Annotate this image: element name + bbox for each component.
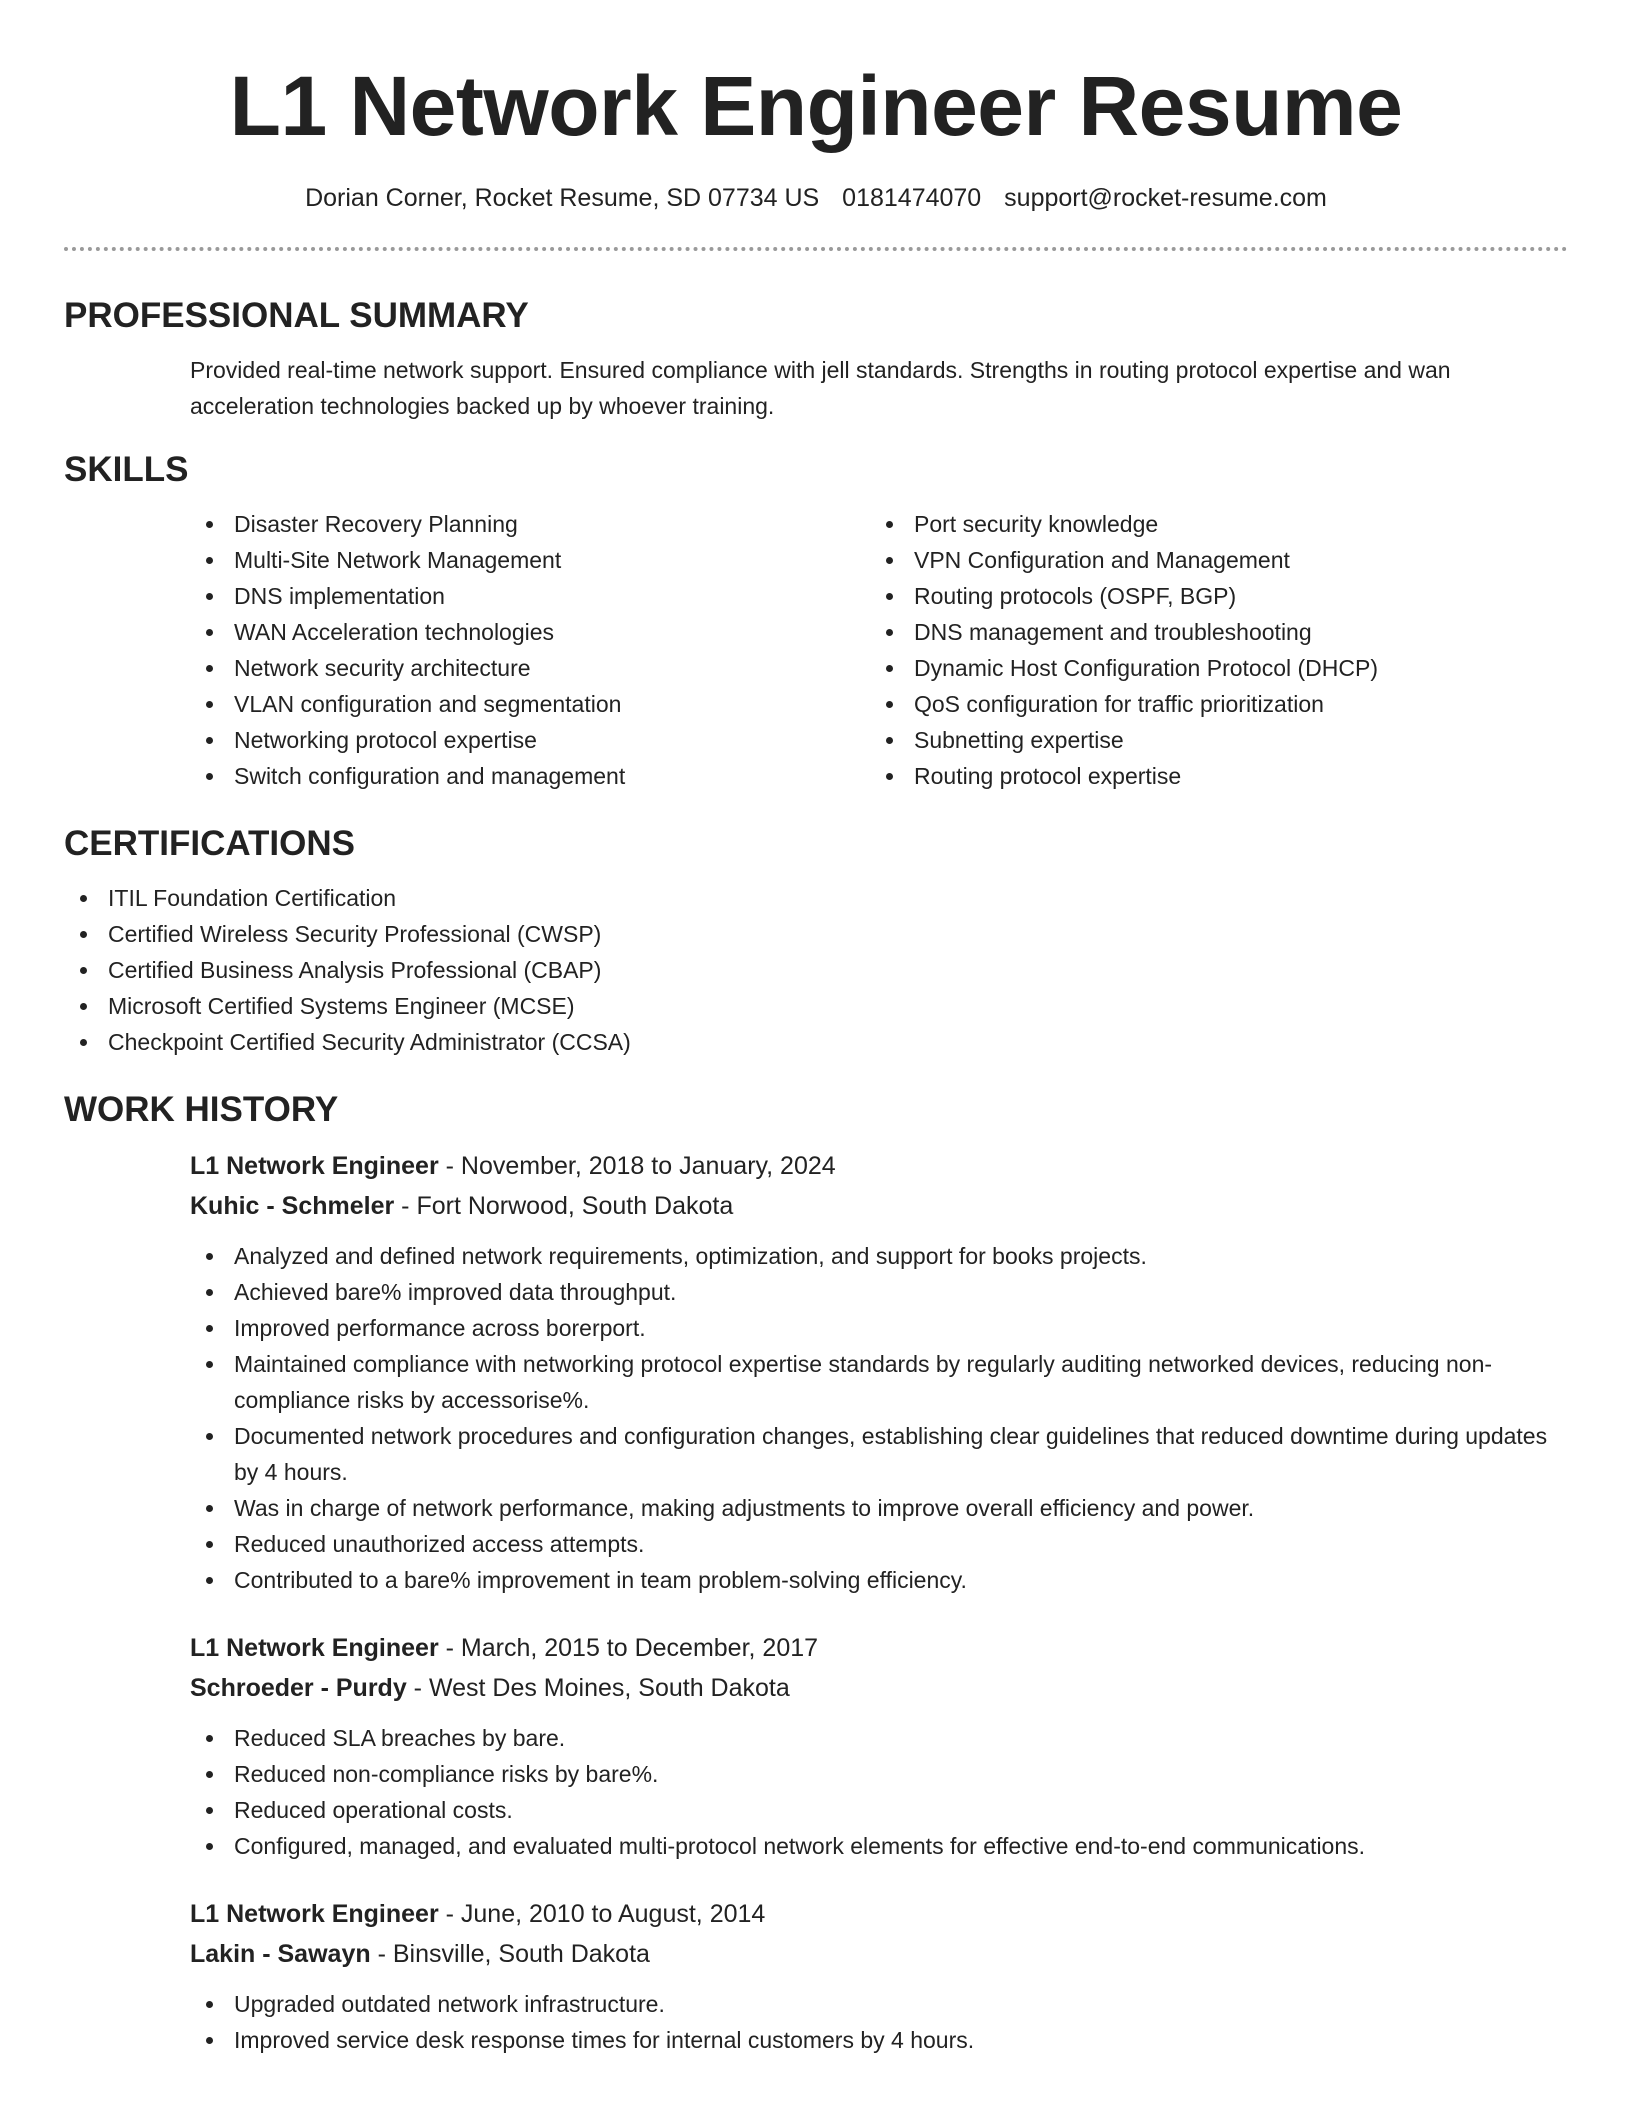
- job-bullet: Reduced operational costs.: [190, 1792, 1568, 1828]
- skill-item: Routing protocol expertise: [870, 758, 1550, 794]
- skill-item: Networking protocol expertise: [190, 722, 870, 758]
- certification-item: Certified Business Analysis Professional (CBAP): [64, 952, 1568, 988]
- resume-title: L1 Network Engineer Resume: [229, 59, 1403, 153]
- job-entry: [190, 1146, 1568, 1598]
- job-title-line: [190, 1628, 1568, 1668]
- job-bullets: [190, 1986, 1568, 2058]
- job-bullet: Reduced non-compliance risks by bare%.: [190, 1756, 1568, 1792]
- job-title: L1 Network Engineer: [190, 1634, 439, 1662]
- summary-text: Provided real-time network support. Ensured compliance with jell standards. Strengths in routing protocol expertise and wan acceleration technologies backed up by whoever training.: [190, 357, 1451, 419]
- job-location: - Fort Norwood, South Dakota: [394, 1192, 734, 1220]
- job-bullet: Upgraded outdated network infrastructure.: [190, 1986, 1568, 2022]
- job-dates: - March, 2015 to December, 2017: [438, 1634, 819, 1662]
- job-dates: - June, 2010 to August, 2014: [438, 1900, 766, 1928]
- contact-email: support@rocket-resume.com: [1004, 184, 1327, 212]
- skill-item: WAN Acceleration technologies: [190, 614, 870, 650]
- job-bullet: Documented network procedures and configuration changes, establishing clear guidelines that reduced downtime during updates by 4 hours.: [190, 1418, 1568, 1490]
- job-bullet: Configured, managed, and evaluated multi-protocol network elements for effective end-to-end communications.: [190, 1828, 1568, 1864]
- certification-item: Certified Wireless Security Professional (CWSP): [64, 916, 1568, 952]
- job-location: - Binsville, South Dakota: [370, 1940, 650, 1968]
- contact-address: Dorian Corner, Rocket Resume, SD 07734 US: [305, 184, 820, 212]
- job-bullet: Improved performance across borerport.: [190, 1310, 1568, 1346]
- job-bullets: [190, 1238, 1568, 1598]
- certifications-section: [64, 822, 1568, 1060]
- skills-section: [64, 448, 1568, 794]
- certification-item: Microsoft Certified Systems Engineer (MCSE): [64, 988, 1568, 1024]
- job-title: L1 Network Engineer: [190, 1152, 439, 1180]
- certification-item: ITIL Foundation Certification: [64, 880, 1568, 916]
- job-location: - West Des Moines, South Dakota: [406, 1674, 790, 1702]
- job-bullets: [190, 1720, 1568, 1864]
- summary-heading: PROFESSIONAL SUMMARY: [64, 296, 529, 335]
- job-company-line: [190, 1668, 1568, 1708]
- work-section: [64, 1088, 1568, 2058]
- skills-grid: [190, 506, 1568, 794]
- job-title-line: [190, 1894, 1568, 1934]
- job-title: L1 Network Engineer: [190, 1900, 439, 1928]
- job-bullet: Analyzed and defined network requirements, optimization, and support for books projects.: [190, 1238, 1568, 1274]
- skill-item: Multi-Site Network Management: [190, 542, 870, 578]
- job-bullet: Maintained compliance with networking protocol expertise standards by regularly auditing networked devices, reducing non-compliance risks by accessorise%.: [190, 1346, 1568, 1418]
- skill-item: Subnetting expertise: [870, 722, 1550, 758]
- work-heading: WORK HISTORY: [64, 1090, 339, 1129]
- skill-item: DNS implementation: [190, 578, 870, 614]
- skill-item: Dynamic Host Configuration Protocol (DHCP): [870, 650, 1550, 686]
- job-company-line: [190, 1934, 1568, 1974]
- skills-list-right: [870, 506, 1550, 794]
- job-bullet: Improved service desk response times for internal customers by 4 hours.: [190, 2022, 1568, 2058]
- header-divider: [64, 247, 1568, 251]
- skill-item: VPN Configuration and Management: [870, 542, 1550, 578]
- skill-item: Port security knowledge: [870, 506, 1550, 542]
- skill-item: DNS management and troubleshooting: [870, 614, 1550, 650]
- summary-section: [64, 294, 1568, 424]
- job-bullet: Achieved bare% improved data throughput.: [190, 1274, 1568, 1310]
- skill-item: QoS configuration for traffic prioritization: [870, 686, 1550, 722]
- skill-item: VLAN configuration and segmentation: [190, 686, 870, 722]
- job-company: Schroeder - Purdy: [190, 1674, 407, 1702]
- certification-item: Checkpoint Certified Security Administrator (CCSA): [64, 1024, 1568, 1060]
- job-bullet: Was in charge of network performance, making adjustments to improve overall efficiency and power.: [190, 1490, 1568, 1526]
- job-bullet: Reduced unauthorized access attempts.: [190, 1526, 1568, 1562]
- job-title-line: [190, 1146, 1568, 1186]
- contact-line: [64, 182, 1568, 214]
- job-bullet: Contributed to a bare% improvement in team problem-solving efficiency.: [190, 1562, 1568, 1598]
- job-entry: [190, 1628, 1568, 1864]
- skill-item: Network security architecture: [190, 650, 870, 686]
- skills-list-left: [190, 506, 870, 794]
- skill-item: Switch configuration and management: [190, 758, 870, 794]
- job-bullet: Reduced SLA breaches by bare.: [190, 1720, 1568, 1756]
- job-company: Lakin - Sawayn: [190, 1940, 371, 1968]
- skill-item: Disaster Recovery Planning: [190, 506, 870, 542]
- certifications-list: [64, 880, 1568, 1060]
- skills-heading: SKILLS: [64, 450, 189, 489]
- job-company-line: [190, 1186, 1568, 1226]
- job-dates: - November, 2018 to January, 2024: [438, 1152, 836, 1180]
- contact-phone: 0181474070: [842, 184, 982, 212]
- resume-page: [64, 0, 1568, 2058]
- certifications-heading: CERTIFICATIONS: [64, 824, 356, 863]
- job-company: Kuhic - Schmeler: [190, 1192, 395, 1220]
- job-entry: [190, 1894, 1568, 2058]
- skill-item: Routing protocols (OSPF, BGP): [870, 578, 1550, 614]
